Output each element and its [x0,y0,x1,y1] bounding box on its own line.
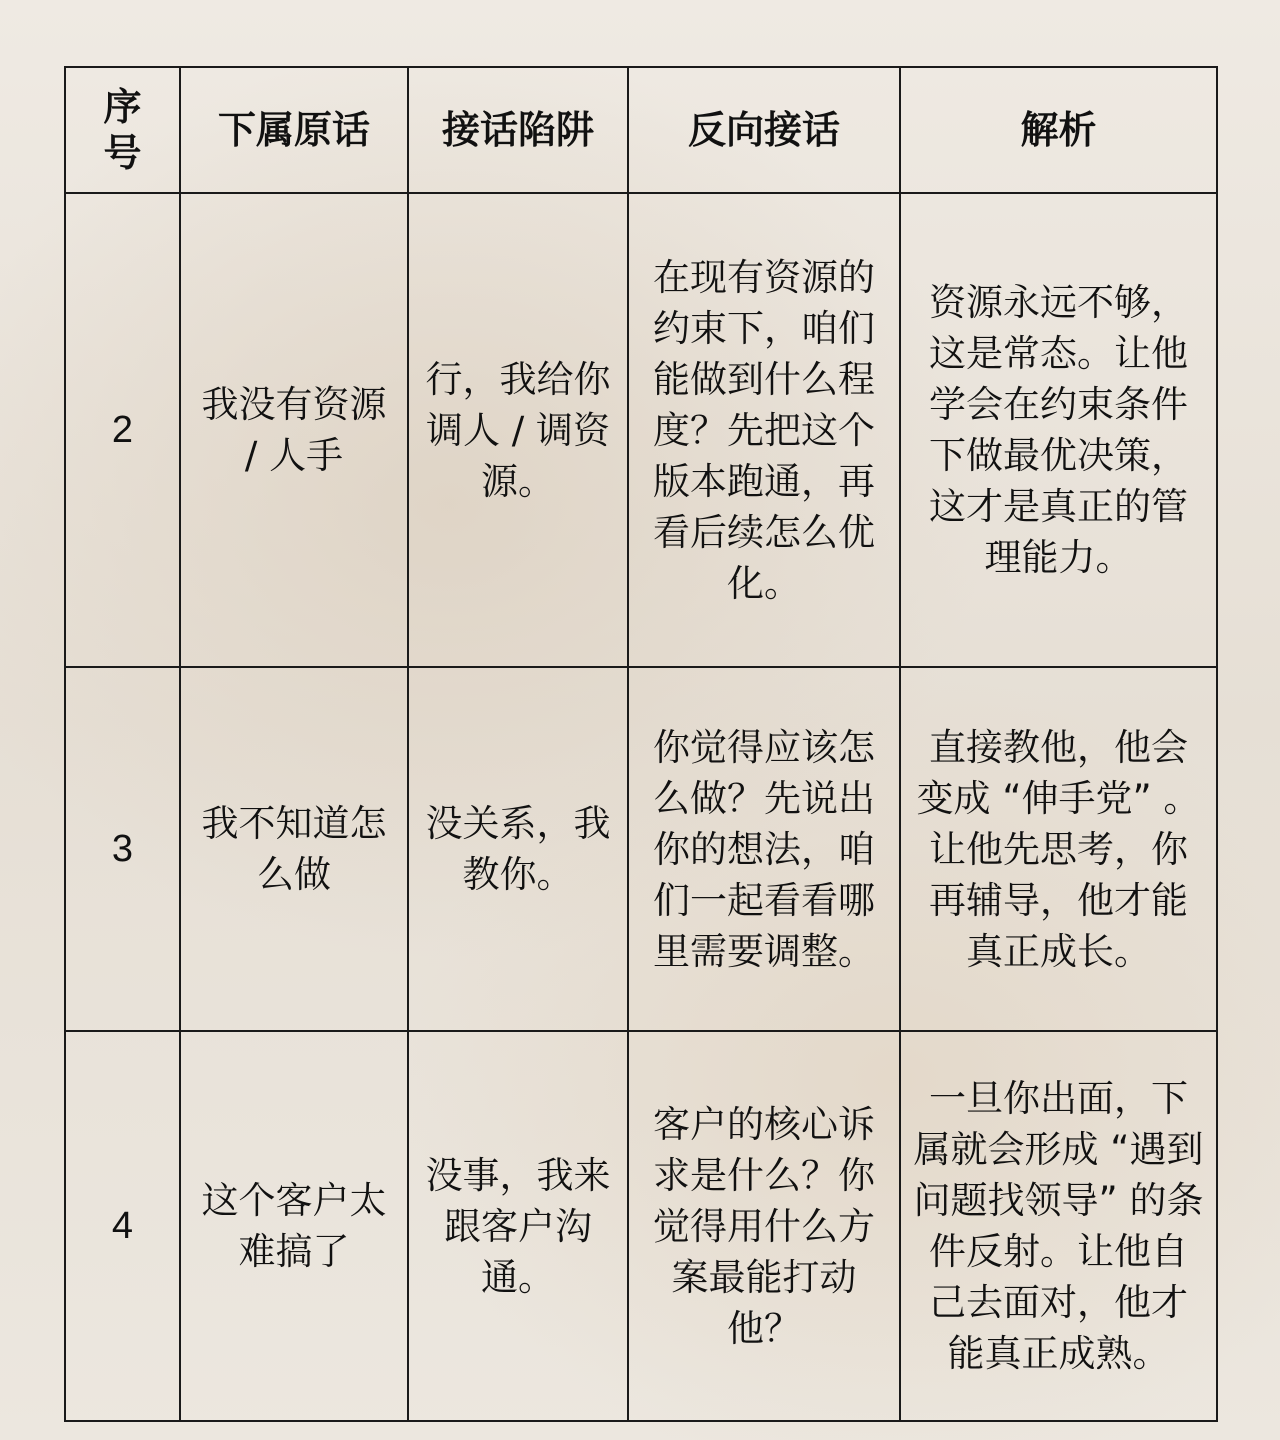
table-row [65,1031,1217,1421]
row-index: 4 [65,1031,180,1421]
row-analysis: 一旦你出面，下属就会形成 “遇到问题找领导” 的条件反射。让他自己去面对，他才能真正成熟。 [900,1031,1217,1421]
row-reverse: 在现有资源的约束下，咱们能做到什么程度？先把这个版本跑通，再看后续怎么优化。 [628,193,900,667]
table-row [65,193,1217,667]
comparison-table [64,66,1218,1422]
header-quote: 下属原话 [180,67,408,193]
row-reverse: 客户的核心诉求是什么？你觉得用什么方案最能打动他？ [628,1031,900,1421]
header-index: 序号 [65,67,180,193]
table-row [65,667,1217,1031]
row-trap: 没事，我来跟客户沟通。 [408,1031,628,1421]
row-trap: 没关系，我教你。 [408,667,628,1031]
row-index: 3 [65,667,180,1031]
header-trap: 接话陷阱 [408,67,628,193]
header-reverse: 反向接话 [628,67,900,193]
row-trap: 行，我给你调人 / 调资源。 [408,193,628,667]
header-analysis: 解析 [900,67,1217,193]
row-reverse: 你觉得应该怎么做？先说出你的想法，咱们一起看看哪里需要调整。 [628,667,900,1031]
comparison-table-container [64,66,1216,1388]
row-quote: 我不知道怎么做 [180,667,408,1031]
row-analysis: 资源永远不够，这是常态。让他学会在约束条件下做最优决策，这才是真正的管理能力。 [900,193,1217,667]
table-header-row [65,67,1217,193]
row-quote: 我没有资源 / 人手 [180,193,408,667]
row-quote: 这个客户太难搞了 [180,1031,408,1421]
row-analysis: 直接教他，他会变成 “伸手党” 。让他先思考，你再辅导，他才能真正成长。 [900,667,1217,1031]
row-index: 2 [65,193,180,667]
